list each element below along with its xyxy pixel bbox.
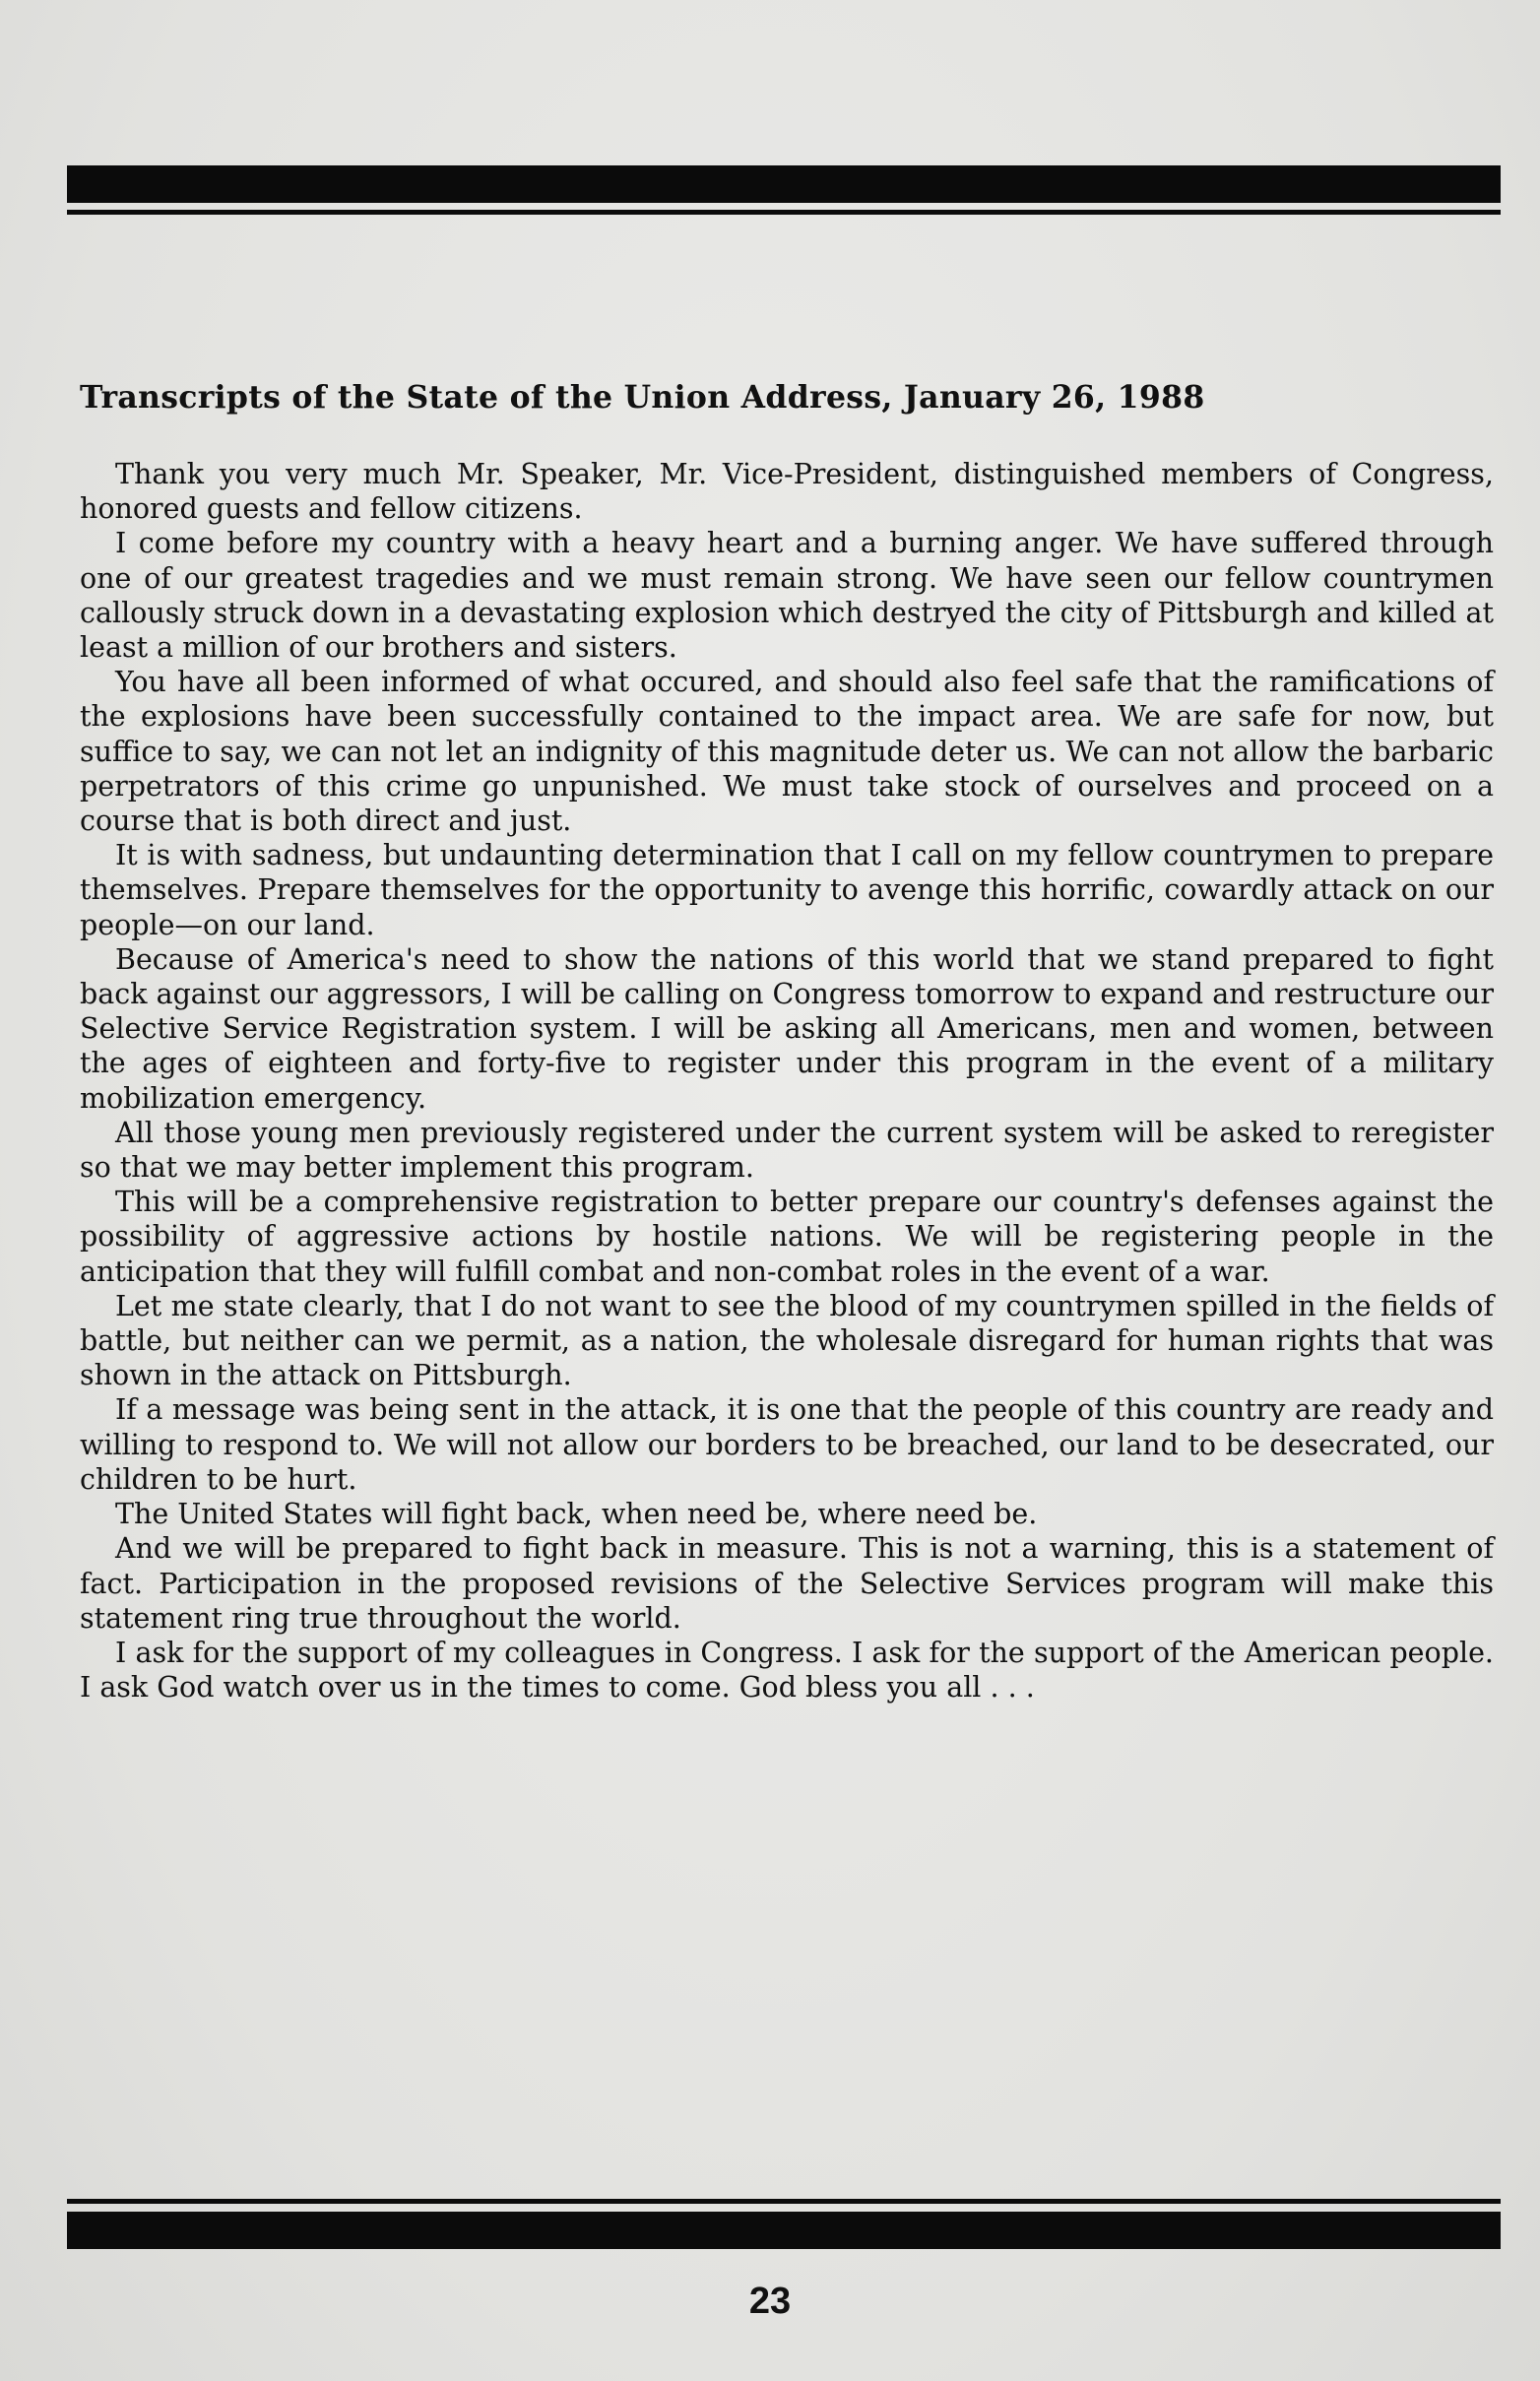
paragraph: I ask for the support of my colleagues in Congress. I ask for the support of the American people. I ask God watch over us in the times to come. God bless you all . . . — [80, 1636, 1494, 1705]
paragraph: If a message was being sent in the attack, it is one that the people of this country are ready and willing to respond to. We will not allow our borders to be breached, our land to be desecrated, our children to be hurt. — [80, 1393, 1494, 1496]
paragraph: The United States will fight back, when need be, where need be. — [115, 1498, 1038, 1531]
top-rule-thick — [67, 165, 1501, 203]
top-rule-thin — [67, 210, 1501, 215]
article-body — [80, 457, 1494, 1705]
bottom-rule-thick — [67, 2212, 1501, 2249]
paragraph: And we will be prepared to fight back in measure. This is not a warning, this is a statement of fact. Participation in the proposed revisions of the Selective Services program will make this statement ring true throughout the world. — [80, 1532, 1494, 1635]
page-number: 23 — [748, 2281, 792, 2322]
paragraph: It is with sadness, but undaunting determination that I call on my fellow countrymen to prepare themselves. Prepare themselves for the opportunity to avenge this horrific, cowardly attack on our people—on our land. — [80, 839, 1494, 941]
paragraph: Thank you very much Mr. Speaker, Mr. Vice-President, distinguished members of Congress, honored guests and fellow citizens. — [80, 458, 1494, 526]
paragraph: Because of America's need to show the nations of this world that we stand prepared to fight back against our aggressors, I will be calling on Congress tomorrow to expand and restructure our Selective Service Registration system. I will be asking all Americans, men and women, between the ages of eighteen and forty-five to register under this program in the event of a military mobilization emergency. — [80, 942, 1494, 1115]
bottom-rule-thin — [67, 2199, 1501, 2204]
article — [80, 379, 1494, 1705]
bottom-rule — [67, 2199, 1501, 2249]
paragraph: I come before my country with a heavy heart and a burning anger. We have suffered through one of our greatest tragedies and we must remain strong. We have seen our fellow countrymen callously struck down in a devastating explosion which destryed the city of Pittsburgh and killed at least a million of our brothers and sisters. — [80, 527, 1494, 665]
paragraph: This will be a comprehensive registration to better prepare our country's defenses against the possibility of aggressive actions by hostile nations. We will be registering people in the anticipation that they will fulfill combat and non-combat roles in the event of a war. — [80, 1186, 1494, 1288]
paragraph: You have all been informed of what occured, and should also feel safe that the ramifications of the explosions have been successfully contained to the impact area. We are safe for now, but suffice to say, we can not let an indignity of this magnitude deter us. We can not allow the barbaric perpetrators of this crime go unpunished. We must take stock of ourselves and proceed on a course that is both direct and just. — [80, 666, 1494, 838]
paragraph: Let me state clearly, that I do not want to see the blood of my countrymen spilled in the fields of battle, but neither can we permit, as a nation, the wholesale disregard for human rights that was shown in the attack on Pittsburgh. — [80, 1289, 1494, 1392]
paragraph: All those young men previously registered under the current system will be asked to reregister so that we may better implement this program. — [80, 1116, 1494, 1185]
top-rule — [67, 165, 1501, 215]
article-heading: Transcripts of the State of the Union Address, January 26, 1988 — [80, 379, 1205, 416]
